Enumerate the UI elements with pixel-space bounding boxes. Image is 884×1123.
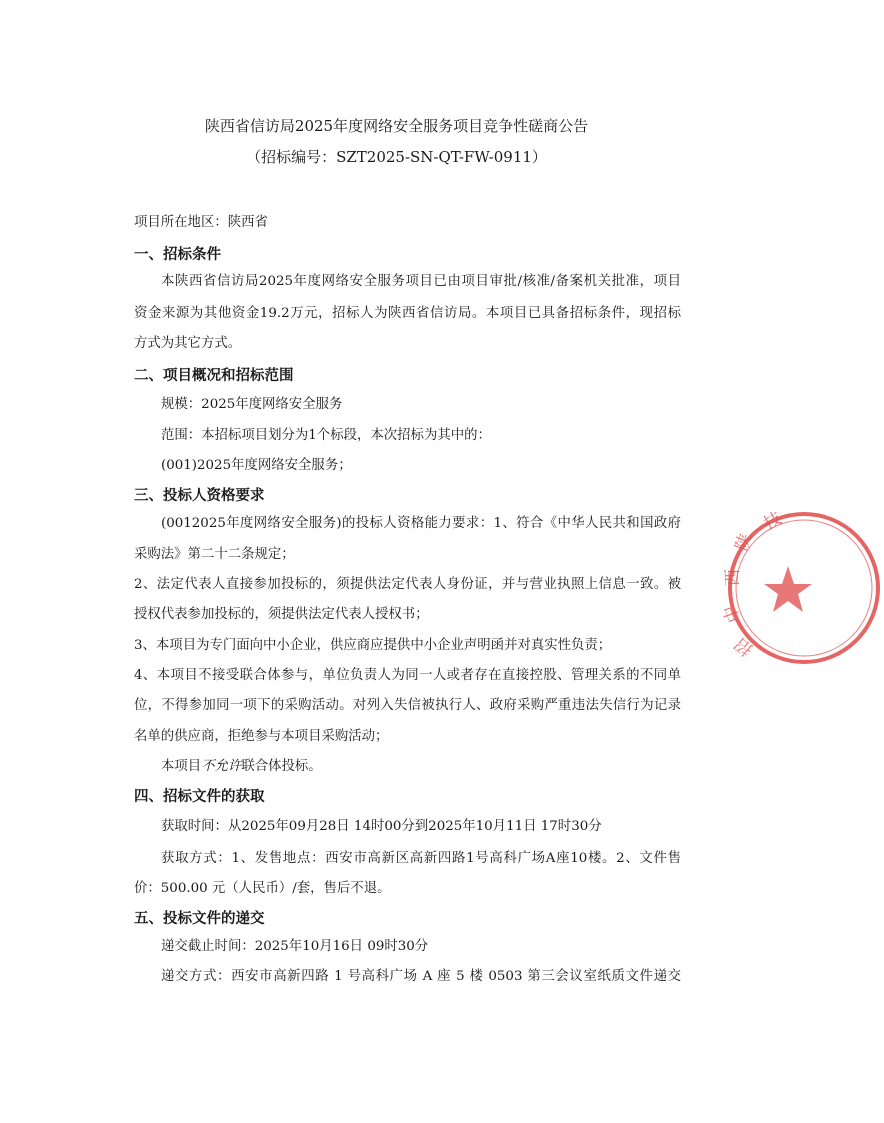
project-region: 项目所在地区：陕西省 [134,215,268,230]
text-run: 本项目 [161,759,202,774]
paragraph-line: 位，不得参加同一项下的采购活动。对列入失信被执行人、政府采购严重违法失信行为记录 [134,698,681,713]
section-heading-2: 二、项目概况和招标范围 [134,368,294,384]
paragraph-line: 2、法定代表人直接参加投标的，须提供法定代表人身份证，并与营业执照上信息一致。被 [134,577,681,592]
paragraph-line: 资金来源为其他资金19.2万元，招标人为陕西省信访局。本项目已具备招标条件，现招标 [134,306,681,321]
official-seal [720,508,884,668]
svg-text:陕: 陕 [731,530,757,554]
paragraph-line: 采购法》第二十二条规定； [134,547,295,562]
paragraph-line: 价：500.00 元（人民币）/套，售后不退。 [134,881,391,896]
paragraph-line: 递交截止时间：2025年10月16日 09时30分 [161,939,429,954]
paragraph-line: (001)2025年度网络安全服务； [161,458,352,473]
section-heading-5: 五、投标文件的递交 [134,911,265,927]
document-title: 陕西省信访局2025年度网络安全服务项目竞争性磋商公告 [204,117,589,135]
document-subtitle: （招标编号：SZT2025-SN-QT-FW-0911） [246,148,547,166]
emphasis-text: 不允许 [201,759,242,774]
section-heading-1: 一、招标条件 [134,247,221,263]
paragraph-line: 本陕西省信访局2025年度网络安全服务项目已由项目审批/核准/备案机关批准，项目 [161,274,681,289]
paragraph-line: 授权代表参加投标的，须提供法定代表人授权书； [134,607,429,622]
svg-text:招: 招 [731,633,758,660]
paragraph-line: 递交方式：西安市高新四路 1 号高科广场 A 座 5 楼 0503 第三会议室纸质文件递交 [161,969,681,984]
svg-text:中: 中 [720,602,745,626]
paragraph-line [161,758,322,776]
svg-text:西: 西 [723,569,743,586]
svg-text:技: 技 [760,508,786,535]
paragraph-line: 范围：本招标项目划分为1个标段，本次招标为其中的： [161,428,491,443]
text-run: 联合体投标。 [241,759,322,774]
paragraph-line: 规模：2025年度网络安全服务 [161,397,343,412]
section-heading-4: 四、招标文件的获取 [134,789,265,805]
paragraph-line: 3、本项目为专门面向中小企业，供应商应提供中小企业声明函并对真实性负责； [134,638,612,653]
paragraph-line: 名单的供应商，拒绝参与本项目采购活动； [134,729,389,744]
paragraph-line: 4、本项目不接受联合体参与，单位负责人为同一人或者存在直接控股、管理关系的不同单 [134,668,681,683]
paragraph-line: 获取时间：从2025年09月28日 14时00分到2025年10月11日 17时30分 [161,819,602,834]
paragraph-line: (0012025年度网络安全服务)的投标人资格能力要求：1、符合《中华人民共和国政府 [161,516,681,531]
section-heading-3: 三、投标人资格要求 [134,488,265,504]
paragraph-line: 获取方式：1、发售地点：西安市高新区高新四路1号高科广场A座10楼。2、文件售 [161,851,681,866]
paragraph-line: 方式为其它方式。 [134,336,242,351]
